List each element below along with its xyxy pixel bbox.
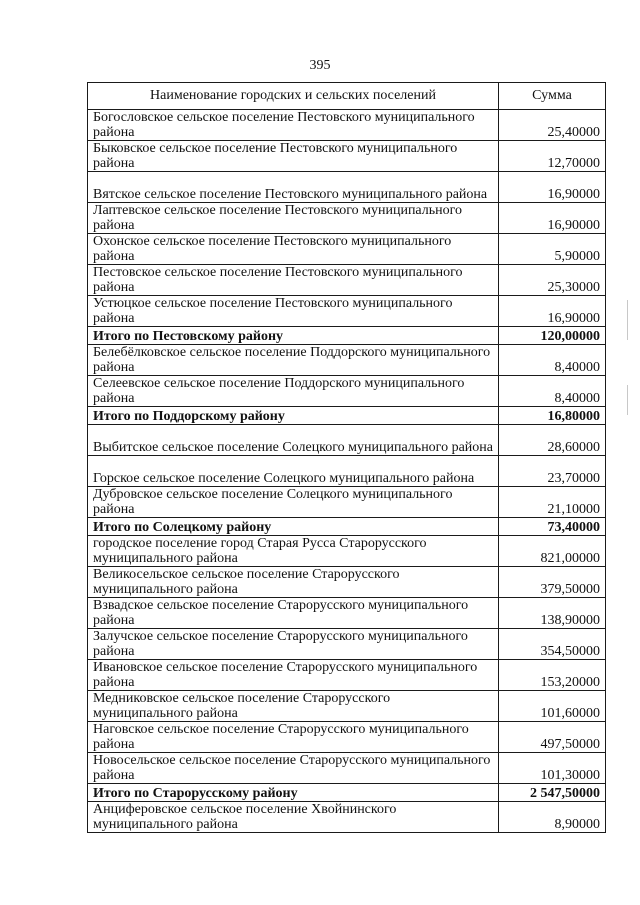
table-row [88, 660, 606, 691]
district-total-label: Итого по Старорусскому району [88, 784, 499, 802]
district-total-sum: 120,00000 [499, 327, 606, 345]
table-row [88, 456, 606, 487]
settlement-name: Вятское сельское поселение Пестовского муниципального района [88, 172, 499, 203]
district-total-row [88, 784, 606, 802]
settlement-sum: 23,70000 [499, 456, 606, 487]
table-row [88, 172, 606, 203]
table-row [88, 234, 606, 265]
settlement-name: Анциферовское сельское поселение Хвойнинского муниципального района [88, 802, 499, 833]
table-row [88, 265, 606, 296]
district-total-sum: 2 547,50000 [499, 784, 606, 802]
page-number: 395 [309, 58, 331, 73]
table-row [88, 802, 606, 833]
settlement-sum: 8,90000 [499, 802, 606, 833]
settlement-name: Дубровское сельское поселение Солецкого муниципального района [88, 487, 499, 518]
settlement-name: Ивановское сельское поселение Старорусского муниципального района [88, 660, 499, 691]
settlement-sum: 16,90000 [499, 203, 606, 234]
settlement-sum: 5,90000 [499, 234, 606, 265]
settlement-name: Наговское сельское поселение Старорусского муниципального района [88, 722, 499, 753]
table-row [88, 567, 606, 598]
settlement-name: Выбитское сельское поселение Солецкого муниципального района [88, 425, 499, 456]
table-row [88, 376, 606, 407]
scan-margin-mark [627, 300, 628, 340]
settlement-name: Великосельское сельское поселение Старорусского муниципального района [88, 567, 499, 598]
settlement-name: Устюцкое сельское поселение Пестовского муниципального района [88, 296, 499, 327]
table-row [88, 110, 606, 141]
settlement-sum: 101,30000 [499, 753, 606, 784]
district-total-row [88, 518, 606, 536]
district-total-row [88, 407, 606, 425]
settlement-sum: 25,30000 [499, 265, 606, 296]
column-header-sum: Сумма [499, 83, 606, 110]
district-total-sum: 16,80000 [499, 407, 606, 425]
table-header-row [88, 83, 606, 110]
settlement-name: Залучское сельское поселение Старорусского муниципального района [88, 629, 499, 660]
settlement-sum: 12,70000 [499, 141, 606, 172]
settlement-name: Взвадское сельское поселение Старорусского муниципального района [88, 598, 499, 629]
table-row [88, 753, 606, 784]
settlement-name: Охонское сельское поселение Пестовского муниципального района [88, 234, 499, 265]
table-row [88, 598, 606, 629]
settlement-sum: 354,50000 [499, 629, 606, 660]
scan-margin-mark [627, 385, 628, 415]
settlement-sum: 25,40000 [499, 110, 606, 141]
settlement-sum: 153,20000 [499, 660, 606, 691]
settlement-sum: 379,50000 [499, 567, 606, 598]
table-body [88, 110, 606, 833]
settlement-sum: 28,60000 [499, 425, 606, 456]
settlement-name: Пестовское сельское поселение Пестовского муниципального района [88, 265, 499, 296]
settlement-name: Селеевское сельское поселение Поддорского муниципального района [88, 376, 499, 407]
settlement-sum: 16,90000 [499, 172, 606, 203]
settlement-name: Быковское сельское поселение Пестовского муниципального района [88, 141, 499, 172]
settlements-budget-table [87, 82, 606, 833]
district-total-sum: 73,40000 [499, 518, 606, 536]
table-row [88, 629, 606, 660]
settlement-name: Новосельское сельское поселение Старорусского муниципального района [88, 753, 499, 784]
settlement-name: Лаптевское сельское поселение Пестовского муниципального района [88, 203, 499, 234]
district-total-label: Итого по Пестовскому району [88, 327, 499, 345]
settlement-sum: 21,10000 [499, 487, 606, 518]
table-row [88, 722, 606, 753]
table-row [88, 536, 606, 567]
settlement-name: Горское сельское поселение Солецкого муниципального района [88, 456, 499, 487]
table-row [88, 691, 606, 722]
column-header-name: Наименование городских и сельских поселений [88, 83, 499, 110]
settlement-name: Богословское сельское поселение Пестовского муниципального района [88, 110, 499, 141]
district-total-label: Итого по Солецкому району [88, 518, 499, 536]
table-row [88, 141, 606, 172]
table-row [88, 487, 606, 518]
settlement-sum: 821,00000 [499, 536, 606, 567]
settlement-sum: 16,90000 [499, 296, 606, 327]
settlement-sum: 8,40000 [499, 345, 606, 376]
settlement-sum: 138,90000 [499, 598, 606, 629]
table-row [88, 203, 606, 234]
settlement-name: Медниковское сельское поселение Старорусского муниципального района [88, 691, 499, 722]
settlement-name: городское поселение город Старая Русса Старорусского муниципального района [88, 536, 499, 567]
settlement-sum: 8,40000 [499, 376, 606, 407]
district-total-label: Итого по Поддорскому району [88, 407, 499, 425]
table-row [88, 296, 606, 327]
table-row [88, 345, 606, 376]
district-total-row [88, 327, 606, 345]
settlement-sum: 497,50000 [499, 722, 606, 753]
settlement-sum: 101,60000 [499, 691, 606, 722]
table-row [88, 425, 606, 456]
settlement-name: Белебёлковское сельское поселение Поддорского муниципального района [88, 345, 499, 376]
